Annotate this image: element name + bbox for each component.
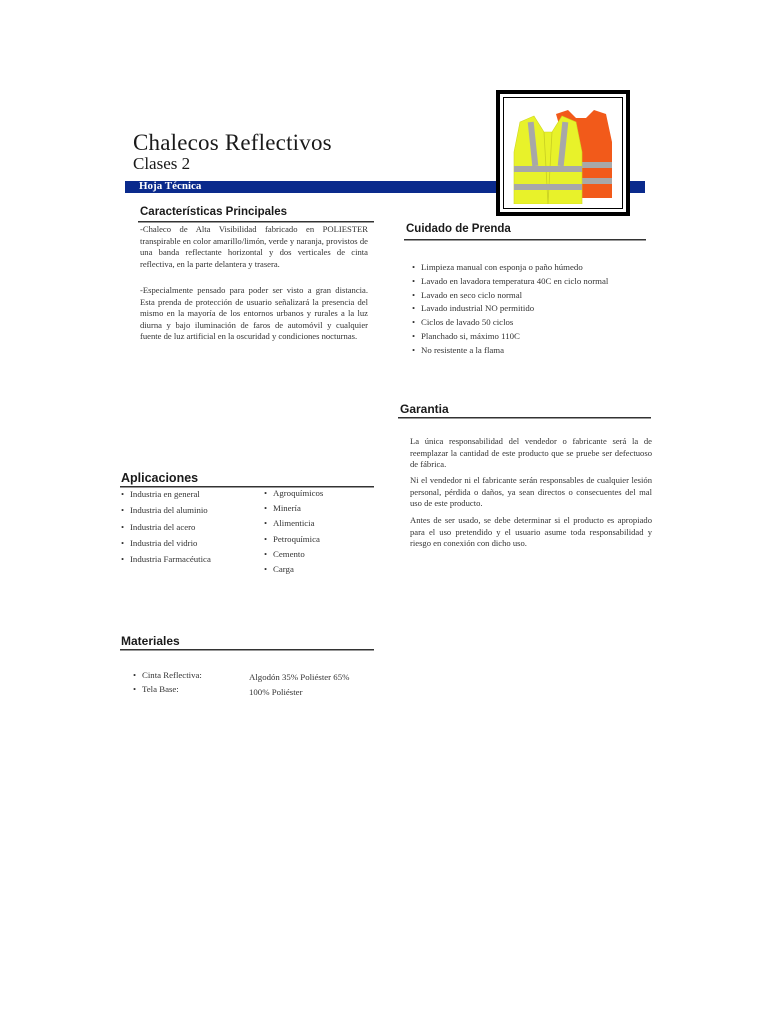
list-item: • Lavado en lavadora temperatura 40C en ciclo normal [412,276,652,286]
materiales-label: • Cinta Reflectiva: [133,670,243,680]
garantia-paragraph-2: Ni el vendedor ni el fabricante serán responsables de cualquier lesión personal, pérdida o daños, ya sean directos o consecuentes del mal uso de este producto. [410,475,652,509]
materiales-value: Algodón 35% Poliéster 65% [249,672,350,682]
list-item: • Carga [264,564,374,574]
materiales-rule [120,649,374,651]
aplicaciones-list-2 [264,488,374,574]
list-item: • Industria Farmacéutica [121,554,261,564]
materiales-values [249,670,349,699]
list-item: • Cemento [264,549,374,559]
list-item: • Industria del aluminio [121,505,261,515]
materiales-labels [133,670,243,694]
product-photo [496,90,630,216]
list-item: • Planchado si, máximo 110C [412,331,652,341]
garantia-heading: Garantia [400,402,449,416]
materiales-label: • Tela Base: [133,684,243,694]
materiales-value: 100% Poliéster [249,686,303,697]
cuidado-list [412,262,652,355]
list-item: • Lavado en seco ciclo normal [412,290,652,300]
list-item: • Limpieza manual con esponja o paño húmedo [412,262,652,272]
cuidado-rule [404,239,646,241]
caracteristicas-paragraph-2: -Especialmente pensado para poder ser visto a gran distancia. Esta prenda de protección de usuario señalizará la presencia del mismo en la mayoría de los entornos urbanos y rurales a la luz diurna y bajo iluminación de faros de automóvil y cualquier fuente de luz artificial en la oscuridad y condiciones nocturnas. [140,285,368,342]
aplicaciones-heading: Aplicaciones [121,471,199,485]
caracteristicas-paragraph-1: -Chaleco de Alta Visibilidad fabricado en POLIESTER transpirable en color amarillo/limón, verde y naranja, provistos de una banda reflectante horizontal y dos verticales de cinta reflectiva, en la parte delantera y trasera. [140,224,368,269]
caracteristicas-heading: Características Principales [140,206,288,218]
list-item: • Industria del acero [121,522,261,532]
list-item: • Lavado industrial NO permitido [412,303,652,313]
aplicaciones-list-1 [121,489,261,564]
caracteristicas-rule [138,221,374,223]
list-item: • Ciclos de lavado 50 ciclos [412,317,652,327]
page-title: Chalecos Reflectivos [133,130,332,155]
garantia-paragraph-1: La única responsabilidad del vendedor o fabricante será la de reemplazar la cantidad de este producto que se pruebe ser defectuoso de fábrica. [410,436,652,470]
garantia-paragraph-3: Antes de ser usado, se debe determinar si el producto es apropiado para el uso pretendido y el usuario asume toda responsabilidad y riesgo en conexión con dicho uso. [410,515,652,549]
page-subtitle: Clases 2 [133,154,191,173]
list-item: • No resistente a la flama [412,345,652,355]
list-item: • Agroquímicos [264,488,374,498]
list-item: • Minería [264,503,374,513]
garantia-rule [398,417,651,419]
cuidado-heading: Cuidado de Prenda [406,223,511,235]
list-item: • Industria del vidrio [121,538,261,548]
list-item: • Alimenticia [264,518,374,528]
reflective-vests-image [508,102,618,204]
list-item: • Industria en general [121,489,261,499]
materiales-heading: Materiales [121,634,180,648]
list-item: • Petroquímica [264,534,374,544]
header-bar-label: Hoja Técnica [139,180,202,192]
